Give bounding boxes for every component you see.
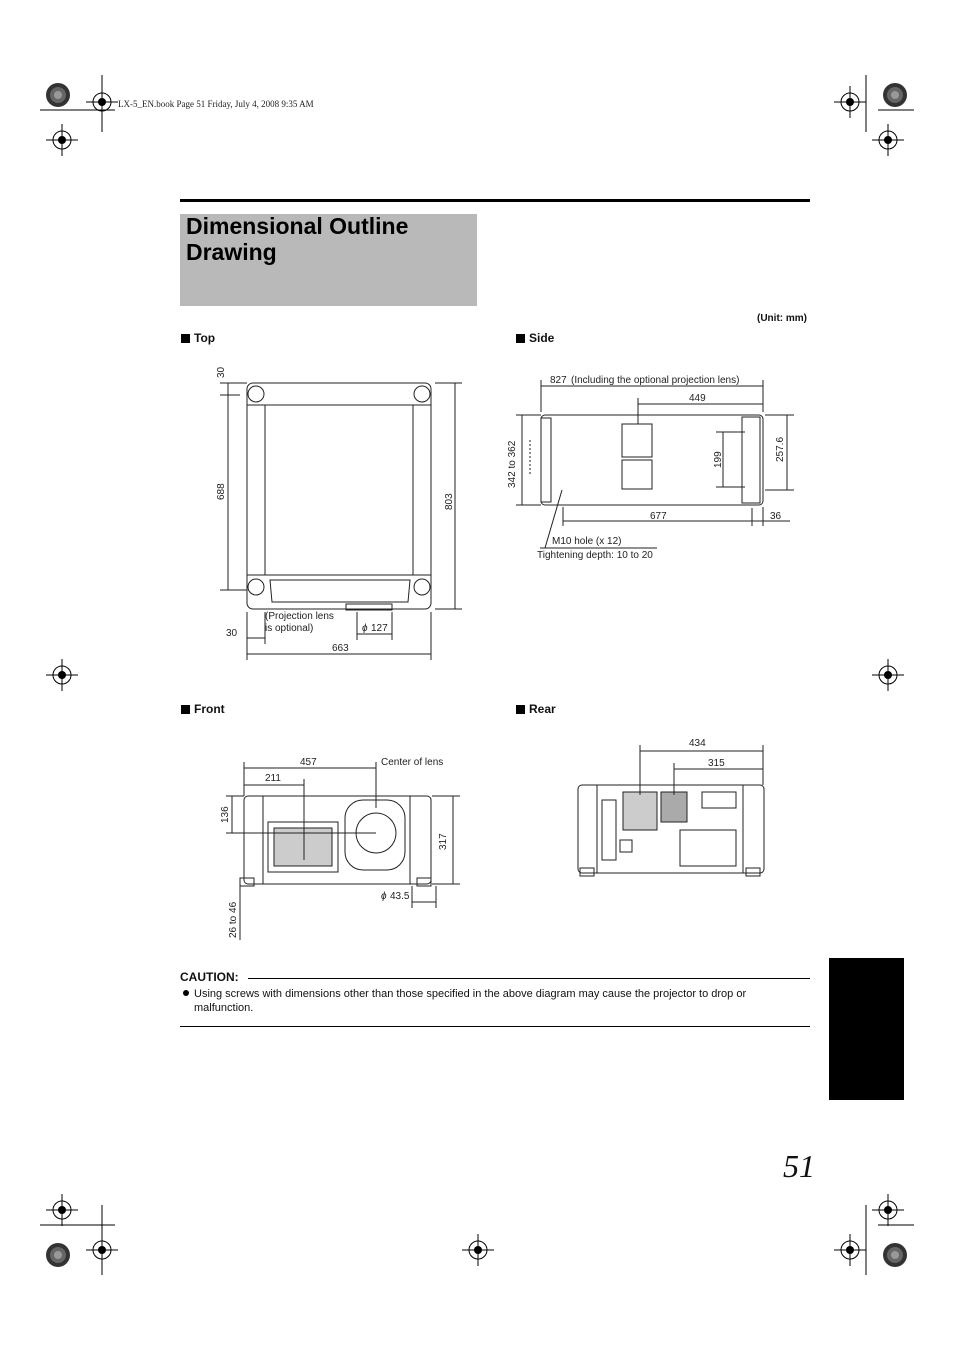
dim-side-36: 36: [770, 511, 782, 522]
caution-text: Using screws with dimensions other than those specified in the above diagram may cause the projector to drop or malfunction.: [194, 988, 747, 1014]
dim-top-30: 30: [216, 366, 227, 378]
dim-side-199: 199: [713, 451, 724, 468]
file-info: LX-5_EN.book Page 51 Friday, July 4, 2008 9:35 AM: [118, 99, 314, 109]
phi-icon: ϕ: [362, 623, 368, 634]
dim-side-827-note: (Including the optional projection lens): [571, 375, 740, 386]
dim-front-457: 457: [300, 757, 317, 768]
dim-front-211: 211: [265, 773, 281, 784]
lens-note-2: is optional): [265, 623, 314, 634]
lens-note-1: (Projection lens: [265, 611, 334, 622]
dim-rear-434: 434: [689, 738, 706, 749]
caution-rule: [248, 978, 810, 979]
page-title: Dimensional Outline Drawing: [186, 213, 409, 265]
dim-top-663: 663: [332, 643, 349, 654]
dim-front-43: 43.5: [390, 891, 410, 902]
dim-rear-315: 315: [708, 758, 725, 769]
hole-note: M10 hole (x 12): [552, 536, 622, 547]
dim-top-803: 803: [444, 493, 455, 510]
dim-side-449: 449: [689, 393, 706, 404]
dim-front-26: 26 to 46: [228, 901, 239, 938]
chapter-tab: [829, 958, 904, 1100]
dim-top-688: 688: [216, 483, 227, 500]
caution-label: CAUTION:: [180, 970, 239, 984]
dim-side-342: 342 to 362: [507, 440, 518, 488]
bullet-icon: [183, 990, 189, 996]
phi-icon: ϕ: [381, 891, 387, 902]
section-rear-label: Rear: [516, 702, 556, 716]
page-number: 51: [783, 1148, 815, 1184]
section-top-label: Top: [181, 331, 215, 345]
depth-note: Tightening depth: 10 to 20: [537, 550, 653, 561]
dim-side-257: 257.6: [775, 436, 786, 462]
unit-note: (Unit: mm): [757, 313, 807, 324]
dim-top-30-bottom: 30: [226, 628, 238, 639]
dim-side-827: 827: [550, 375, 567, 386]
center-note: Center of lens: [381, 757, 444, 768]
dim-side-677: 677: [650, 511, 667, 522]
dim-front-136: 136: [220, 806, 231, 823]
bottom-rule: [180, 1026, 810, 1027]
dim-top-127: 127: [371, 623, 388, 634]
section-side-label: Side: [516, 331, 554, 345]
dim-front-317: 317: [438, 833, 449, 850]
section-front-label: Front: [181, 702, 225, 716]
